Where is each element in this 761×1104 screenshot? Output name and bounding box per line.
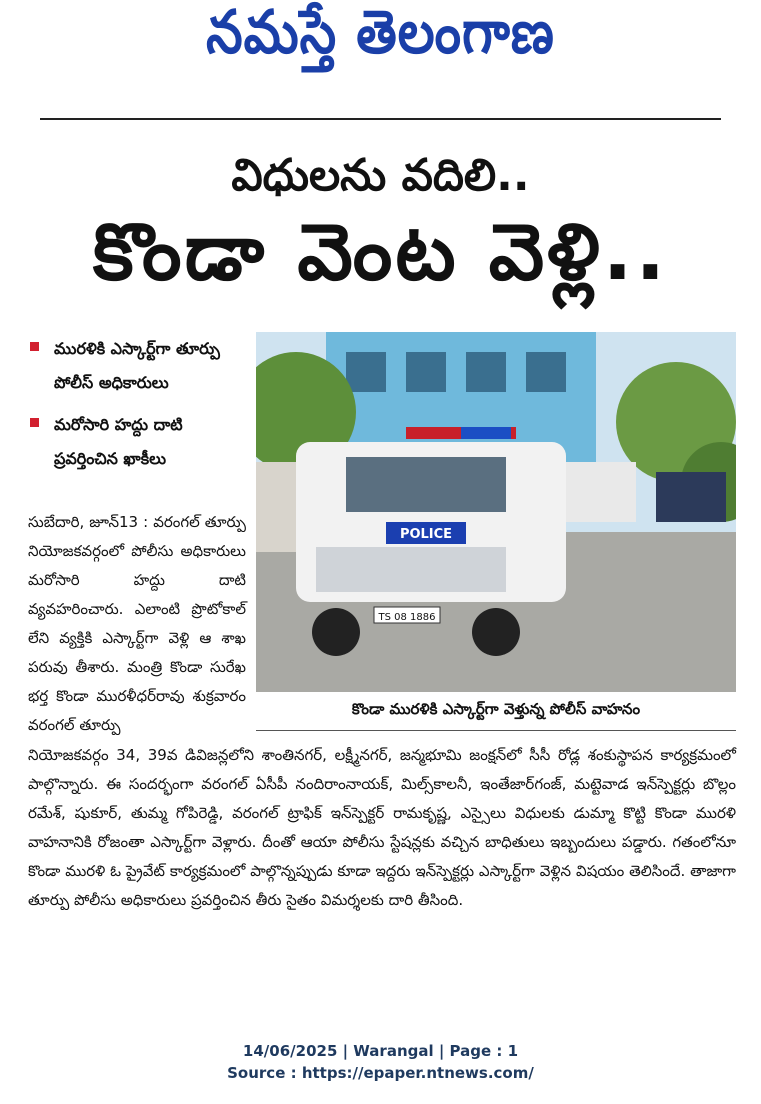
bullet-square-icon [30, 342, 39, 351]
vehicle-plate-text: TS 08 1886 [378, 612, 436, 623]
bullet-item [28, 408, 250, 476]
bullet-text: మురళికి ఎస్కార్ట్‌గా తూర్పు పోలీస్ అధికారులు [54, 339, 220, 392]
masthead [0, 0, 761, 120]
masthead-divider [40, 118, 721, 120]
newspaper-title: నమస్తే తెలంగాణ [206, 0, 555, 68]
news-photo [256, 332, 736, 692]
vehicle-police-text: POLICE [399, 527, 453, 542]
article-column-text: సుబేదారి, జూన్13 : వరంగల్ తూర్పు నియోజకవర్గంలో పోలీసు అధికారులు మరోసారి హద్దు దాటి వ్యవహరించారు. ఎలాంటి ప్రొటోకాల్ లేని వ్యక్తికి ఎస్కార్ట్‌గా వెళ్లి ఆ శాఖ పరువు తీశారు. మంత్రి కొండా సురేఖ భర్త కొండా మురళీధర్‌రావు శుక్రవారం వరంగల్ తూర్పు [28, 513, 246, 734]
caption-divider [256, 730, 736, 731]
police-vehicle-photo [256, 332, 736, 692]
photo-caption: కొండా మురళికి ఎస్కార్ట్‌గా వెళ్తున్న పోలీస్ వాహనం [351, 700, 641, 718]
headline-line-2: కొండా వెంట వెళ్లి.. [92, 208, 669, 298]
headline-line-1: విధులను వదిలి.. [231, 150, 530, 201]
footer-date-line: 14/06/2025 | Warangal | Page : 1 [242, 1042, 519, 1060]
article-wide-text: నియోజకవర్గం 34, 39వ డివిజన్లలోని శాంతినగర్, లక్ష్మీనగర్, జన్మభూమి జంక్షన్‌లో సీసీ రోడ్ల శంకుస్థాపన కార్యక్రమంలో పాల్గొన్నారు. ఈ సందర్భంగా వరంగల్ ఏసీపీ నందిరాంనాయక్, మిల్స్‌కాలనీ, ఇంతేజార్‌గంజ్, మట్టెవాడ ఇన్‌స్పెక్టర్లు బొల్లం రమేశ్, షుకూర్, తుమ్మ గోపిరెడ్డి, వరంగల్ ట్రాఫిక్ ఇన్‌స్పెక్టర్ రామకృష్ణ, ఎస్సైలు విధులకు డుమ్మా కొట్టి కొండా మురళి వాహనానికి రోజంతా ఎస్కార్ట్‌గా వెళ్లారు. దీంతో ఆయా పోలీసు స్టేషన్లకు వచ్చిన బాధితులు ఇబ్బందులు పడ్డారు. గతంలోనూ కొండా మురళి ఓ ప్రైవేట్ కార్యక్రమంలో పాల్గొన్నప్పుడు కూడా ఇద్దరు ఇన్‌స్పెక్టర్లు ఎస్కార్ట్‌గా వెళ్లిన విషయం తెలిసిందే. తాజాగా తూర్పు పోలీసు అధికారులు ప్రవర్తించిన తీరు సైతం విమర్శలకు దారి తీసింది. [28, 746, 736, 909]
bullet-item [28, 332, 250, 400]
bullet-text: మరోసారి హద్దు దాటి ప్రవర్తించిన ఖాకీలు [54, 415, 183, 468]
highlight-bullets [28, 332, 250, 484]
footer-source-line: Source : https://epaper.ntnews.com/ [227, 1064, 534, 1082]
bullet-square-icon [30, 418, 39, 427]
page-footer [0, 1040, 761, 1084]
